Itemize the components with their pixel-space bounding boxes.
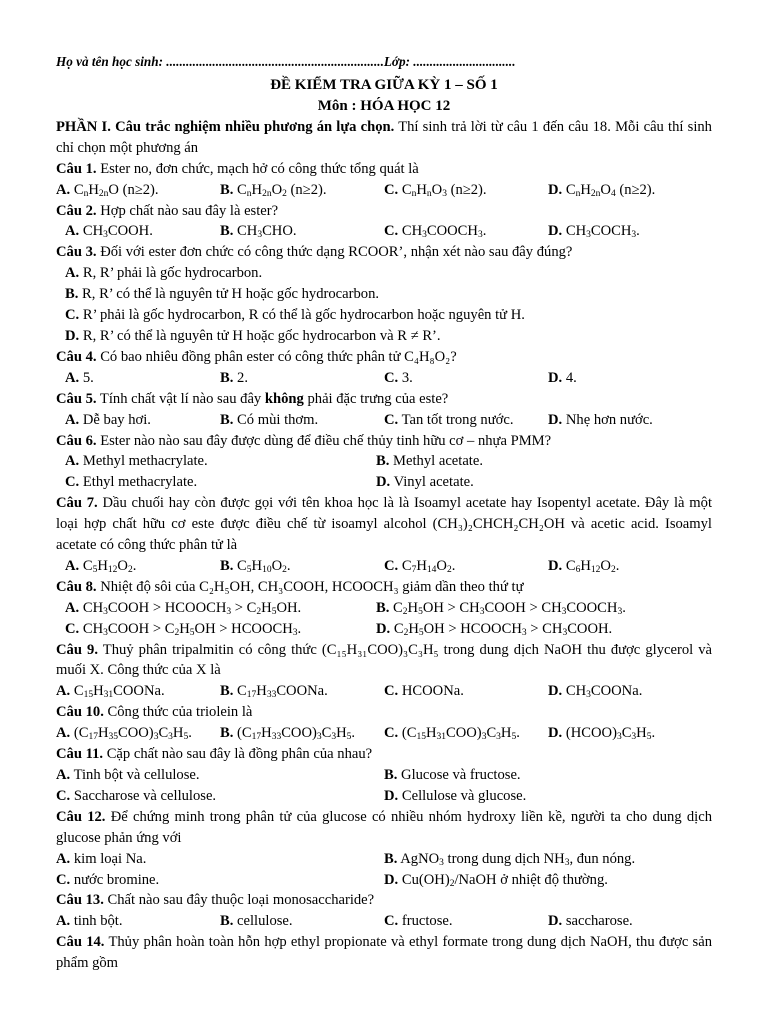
q13-option-a[interactable]: A. tinh bột. <box>56 913 123 930</box>
question-4-options <box>56 368 712 389</box>
question-12-options-ab <box>56 849 712 870</box>
q12-option-b[interactable]: B. AgNO$_3$ trong dung dịch $NH_3$, đun nóng. <box>384 850 636 868</box>
q4-option-b[interactable]: B. 2. <box>220 369 248 386</box>
q2-option-d[interactable]: D. $CH_3COCH_3$. <box>548 223 640 241</box>
exam-subject: Môn : HÓA HỌC 12 <box>317 97 451 114</box>
q1-option-c[interactable]: C. $C_nH_nO_3$ (n≥2). <box>384 181 487 199</box>
q13-option-c[interactable]: C. fructose. <box>384 913 453 930</box>
question-7: Câu 7. Dầu chuối hay còn được gọi với tên khoa học là là Isoamyl acetate hay Isopentyl acetate. Đây là một loại hợp chất hữu cơ este được điều chế từ isoamyl alcohol (CH₃)₂CHCH₂CH₂OH và acetic acid. Isoamyl acetate có công thức phân tử là <box>56 495 713 554</box>
question-13: Câu 13. Chất nào sau đây thuộc loại monosaccharide? <box>56 892 375 909</box>
class-field[interactable]: Lớp: ............................... <box>383 54 516 69</box>
q2-option-c[interactable]: C. $CH_3COOCH_3$. <box>384 223 487 241</box>
question-1: Câu 1. Ester no, đơn chức, mạch hở có công thức tổng quát là <box>56 160 419 177</box>
question-13-options <box>56 911 712 932</box>
q6-option-a[interactable]: A. Methyl methacrylate. <box>65 453 208 470</box>
q10-option-d[interactable]: D. $(HCOO)_3C_3H_5$. <box>548 725 656 743</box>
question-8: Câu 8. Nhiệt độ sôi của C₂H₅OH, CH₃COOH, HCOOCH₃ giảm dần theo thứ tự <box>56 578 524 595</box>
question-3: Câu 3. Đối với ester đơn chức có công thức dạng RCOOR’, nhận xét nào sau đây đúng? <box>56 244 573 261</box>
question-8-options-ab <box>56 598 712 619</box>
q7-option-a[interactable]: A. $C_5H_{12}O_2$. <box>65 557 137 575</box>
q13-option-d[interactable]: D. saccharose. <box>548 913 633 930</box>
question-9-options <box>56 681 712 702</box>
q7-option-c[interactable]: C. $C_7H_{14}O_2$. <box>384 557 456 575</box>
question-5-options <box>56 410 712 431</box>
q10-option-c[interactable]: C. $(C_{15}H_{31}COO)_3C_3H_5$. <box>384 725 520 743</box>
q6-option-d[interactable]: D. Vinyl acetate. <box>376 474 474 491</box>
exam-title: ĐỀ KIỂM TRA GIỮA KỲ 1 – SỐ 1 <box>270 76 498 93</box>
question-10-options <box>56 723 712 744</box>
q7-option-b[interactable]: B. $C_5H_{10}O_2$. <box>220 557 291 575</box>
q8-option-a[interactable]: A. $CH_3COOH$ > $HCOOCH_3 > C_2H_5OH$. <box>65 599 302 617</box>
q12-option-a[interactable]: A. kim loại Na. <box>56 850 147 867</box>
q11-option-c[interactable]: C. Saccharose và cellulose. <box>56 787 217 804</box>
q5-option-d[interactable]: D. Nhẹ hơn nước. <box>548 411 653 428</box>
part1-instruction: Thí sinh trả lời từ câu 1 đến câu 18. Mỗi câu thí sinh chỉ chọn một phương án <box>56 118 712 156</box>
q5-option-b[interactable]: B. Có mùi thơm. <box>220 411 319 428</box>
question-11-options-cd <box>56 786 712 807</box>
q2-option-b[interactable]: B. $CH_3CHO$. <box>220 223 297 241</box>
q11-option-b[interactable]: B. Glucose và fructose. <box>384 767 521 783</box>
q1-option-a[interactable]: A. $C_nH_{2n}O$ (n≥2). <box>56 181 159 199</box>
q6-option-c[interactable]: C. Ethyl methacrylate. <box>65 474 198 491</box>
question-2: Câu 2. Hợp chất nào sau đây là ester? <box>56 202 279 219</box>
part1-heading: PHẦN I. Câu trắc nghiệm nhiều phương án lựa chọn. <box>56 118 395 135</box>
question-4: Câu 4. Có bao nhiêu đồng phân ester có công thức phân tử C₄H₈O₂? <box>56 348 457 365</box>
question-2-options <box>56 221 712 242</box>
q4-option-d[interactable]: D. 4. <box>548 369 577 386</box>
q10-option-b[interactable]: B. $(C_{17}H_{33}COO)_3C_3H_5$. <box>220 725 356 743</box>
student-name-field[interactable]: Họ và tên học sinh: .................................................................. <box>56 54 384 69</box>
question-8-options-cd <box>56 619 712 640</box>
q8-option-b[interactable]: B. $C_2H_5OH$ > $CH_3COOH$ > $CH_3COOCH_3$. <box>376 599 626 617</box>
q11-option-a[interactable]: A. Tinh bột và cellulose. <box>56 767 200 783</box>
q3-option-b[interactable]: B. R, R’ có thể là nguyên tử H hoặc gốc hydrocarbon. <box>65 286 380 303</box>
q3-option-a[interactable]: A. R, R’ phải là gốc hydrocarbon. <box>65 265 263 282</box>
q3-option-d[interactable]: D. R, R’ có thể là nguyên tử H hoặc gốc hydrocarbon và R ≠ R’. <box>65 327 441 344</box>
q12-option-d[interactable]: D. $Cu(OH)_2$/NaOH ở nhiệt độ thường. <box>384 871 608 889</box>
question-6: Câu 6. Ester nào nào sau đây được dùng để điều chế thủy tinh hữu cơ – nhựa PMM? <box>56 432 552 449</box>
question-11: Câu 11. Cặp chất nào sau đây là đồng phân của nhau? <box>56 746 373 763</box>
q12-option-c[interactable]: C. nước bromine. <box>56 871 160 888</box>
question-12-options-cd <box>56 870 712 891</box>
q9-option-a[interactable]: A. $C_{15}H_{31}COONa$. <box>56 683 165 701</box>
q9-option-d[interactable]: D. $CH_3COONa$. <box>548 683 643 701</box>
q3-option-c[interactable]: C. R’ phải là gốc hydrocarbon, R có thể là gốc hydrocarbon hoặc nguyên tử H. <box>65 307 525 324</box>
question-6-options-cd <box>56 472 712 493</box>
question-7-options <box>56 556 712 577</box>
q11-option-d[interactable]: D. Cellulose và glucose. <box>384 787 527 804</box>
part1-intro <box>56 117 712 159</box>
q13-option-b[interactable]: B. cellulose. <box>220 913 293 930</box>
question-9: Câu 9. Thuỷ phân tripalmitin có công thức (C₁₅H₃₁COO)₃C₃H₅ trong dung dịch NaOH thu được glycerol và muối X. Công thức của X là <box>56 641 713 679</box>
q8-option-c[interactable]: C. $CH_3COOH > C_2H_5OH$ > $HCOOCH_3$. <box>65 620 302 638</box>
question-14: Câu 14. Thủy phân hoàn toàn hỗn hợp ethyl propionate và ethyl formate trong dung dịch NaOH, thu được sản phẩm gồm <box>56 934 713 972</box>
q4-option-a[interactable]: A. 5. <box>65 369 94 386</box>
q5-option-c[interactable]: C. Tan tốt trong nước. <box>384 411 514 428</box>
q8-option-d[interactable]: D. $C_2H_5OH$ > $HCOOCH_3$ > $CH_3COOH$. <box>376 620 613 638</box>
q5-option-a[interactable]: A. Dễ bay hơi. <box>65 411 151 428</box>
student-header <box>56 52 712 73</box>
q9-option-b[interactable]: B. $C_{17}H_{33}COONa$. <box>220 683 328 701</box>
q4-option-c[interactable]: C. 3. <box>384 369 413 386</box>
q1-option-d[interactable]: D. $C_nH_{2n}O_4$ (n≥2). <box>548 181 656 199</box>
question-6-options-ab <box>56 451 712 472</box>
question-1-options <box>56 180 712 201</box>
question-10: Câu 10. Công thức của triolein là <box>56 704 253 721</box>
question-12: Câu 12. Để chứng minh trong phân tử của glucose có nhiều nhóm hydroxy liền kề, người ta cho dung dịch glucose phản ứng với <box>56 808 712 846</box>
q10-option-a[interactable]: A. $(C_{17}H_{35}COO)_3C_3H_5$. <box>56 725 192 743</box>
q1-option-b[interactable]: B. $C_nH_{2n}O_2$ (n≥2). <box>220 181 327 199</box>
q7-option-d[interactable]: D. $C_6H_{12}O_2$. <box>548 557 620 575</box>
q9-option-c[interactable]: C. HCOONa. <box>384 683 464 700</box>
q2-option-a[interactable]: A. $CH_3COOH$. <box>65 223 153 241</box>
question-11-options-ab <box>56 765 712 786</box>
q6-option-b[interactable]: B. Methyl acetate. <box>376 453 483 470</box>
question-5: Câu 5. Tính chất vật lí nào sau đây không phải đặc trưng của este? <box>56 390 449 407</box>
